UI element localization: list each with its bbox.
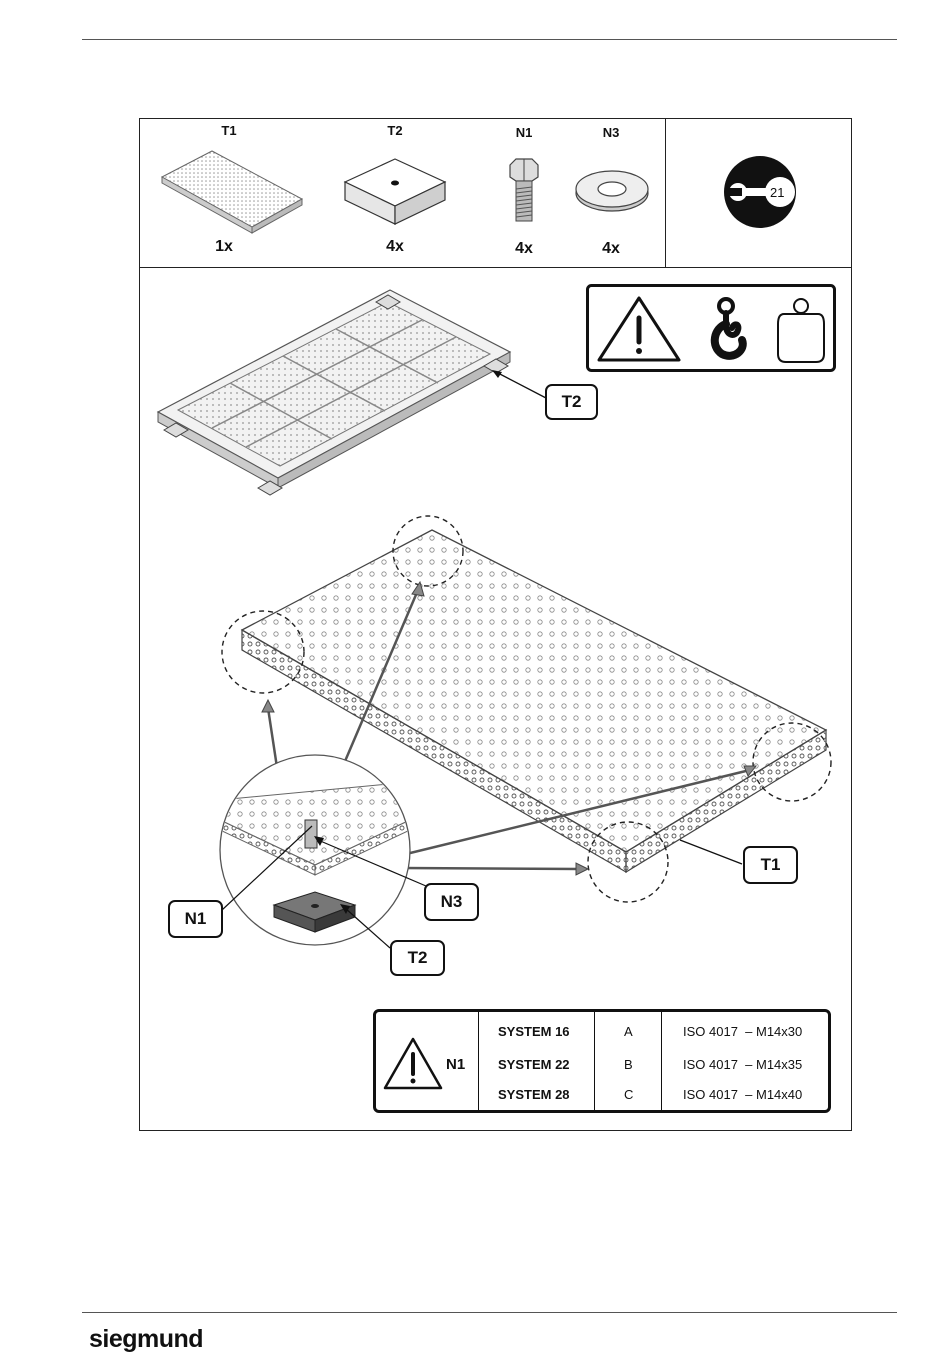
- t2-callout-detail: T2: [390, 940, 445, 976]
- table-row-spec: ISO 4017 – M14x30: [683, 1024, 803, 1039]
- table-row-code: A: [624, 1024, 633, 1039]
- n1-callout: N1: [168, 900, 223, 938]
- table-divider: [661, 1012, 662, 1110]
- wrench-size-label: 21: [770, 185, 785, 200]
- part-code-t1: T1: [221, 123, 237, 138]
- bolt-spec-table: [373, 1009, 831, 1113]
- part-code-t2: T2: [387, 123, 403, 138]
- part-qty-n1: 4x: [515, 240, 533, 257]
- table-assembly-drawing: [150, 520, 840, 920]
- brand-logo: siegmund: [89, 1325, 204, 1353]
- hex-bolt-icon: [508, 159, 540, 225]
- warning-triangle-icon: [382, 1036, 444, 1092]
- wrench-icon: [722, 152, 802, 232]
- table-divider: [594, 1012, 595, 1110]
- t2-callout-top: T2: [545, 384, 598, 420]
- bolt-table-label: N1: [446, 1056, 466, 1073]
- part-qty-t1: 1x: [215, 238, 233, 255]
- part-qty-n3: 4x: [602, 240, 620, 257]
- table-row-system: SYSTEM 22: [498, 1057, 570, 1072]
- table-row-system: SYSTEM 28: [498, 1087, 570, 1102]
- t2-leader-line: [490, 360, 550, 410]
- perforated-plate-icon: [160, 147, 310, 237]
- footer-rule: [82, 1312, 897, 1313]
- square-foot-plate-icon: [345, 154, 445, 229]
- frame-assembly-drawing: [150, 282, 520, 502]
- t1-callout: T1: [743, 846, 798, 884]
- part-code-n1: N1: [515, 125, 533, 140]
- table-row-code: B: [624, 1057, 633, 1072]
- washer-icon: [574, 167, 650, 215]
- table-row-system: SYSTEM 16: [498, 1024, 570, 1039]
- part-code-n3: N3: [602, 125, 620, 140]
- table-row-code: C: [624, 1087, 634, 1102]
- header-rule: [82, 39, 897, 40]
- part-qty-t2: 4x: [386, 238, 404, 255]
- table-row-spec: ISO 4017 – M14x35: [683, 1057, 803, 1072]
- tool-cell: [665, 119, 852, 267]
- table-divider: [478, 1012, 479, 1110]
- n3-callout: N3: [424, 883, 479, 921]
- warning-icons-box: [586, 284, 836, 372]
- table-row-spec: ISO 4017 – M14x40: [683, 1087, 803, 1102]
